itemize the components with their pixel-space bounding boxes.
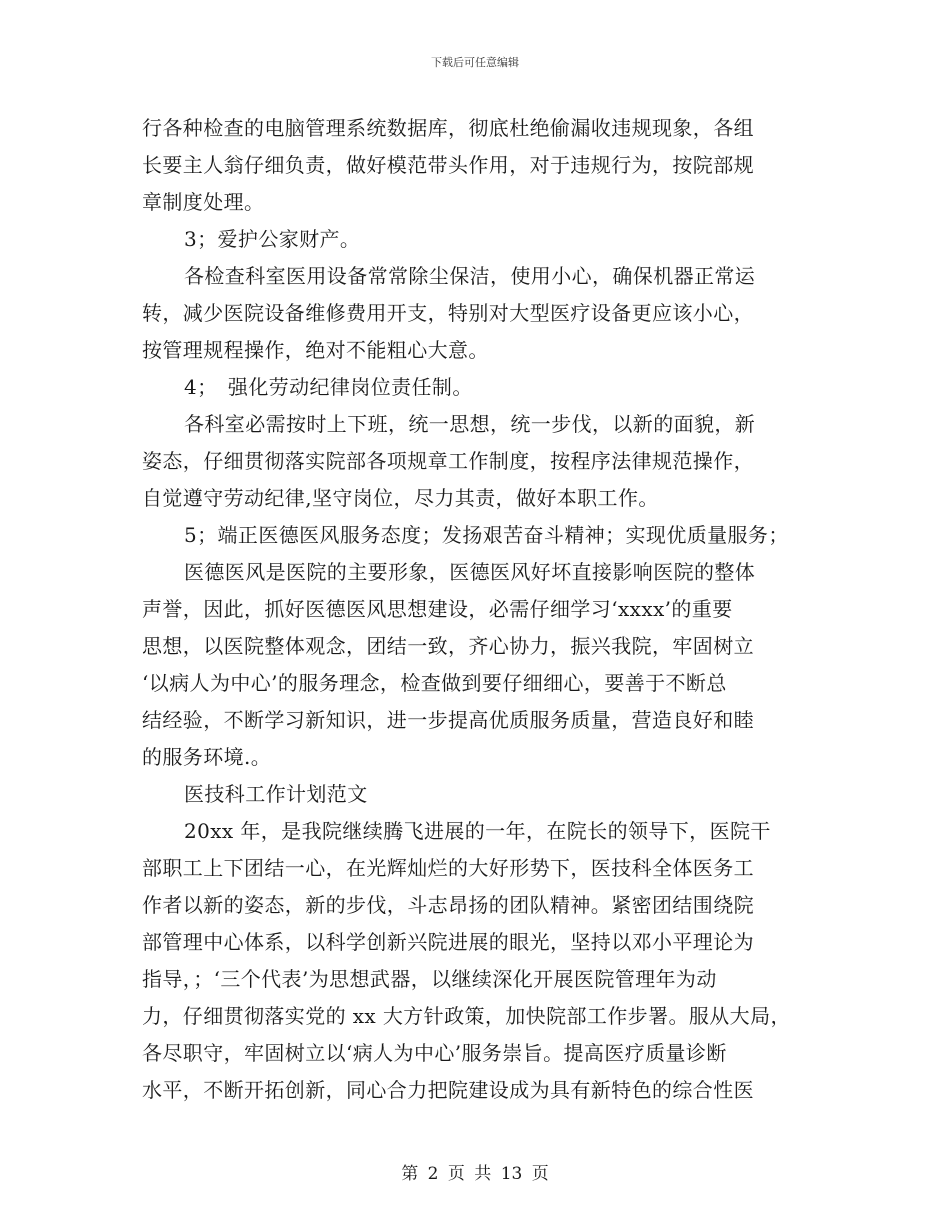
body-text-line: 指导，；‘三个代表’为思想武器，以继续深化开展医院管理年为动 bbox=[142, 967, 717, 991]
body-text-line: ‘以病人为中心’的服务理念，检查做到要仔细细心，要善于不断总 bbox=[142, 671, 727, 695]
section-heading: 4； 强化劳动纪律岗位责任制。 bbox=[184, 375, 473, 399]
body-text-line: 部职工上下团结一心，在光辉灿烂的大好形势下，医技科全体医务工 bbox=[142, 856, 754, 880]
body-text-line: 自觉遵守劳动纪律,坚守岗位，尽力其责，做好本职工作。 bbox=[142, 486, 659, 510]
body-text-line: 转，减少医院设备维修费用开支，特别对大型医疗设备更应该小心， bbox=[142, 301, 754, 325]
body-text-line: 行各种检查的电脑管理系统数据库，彻底杜绝偷漏收违规现象，各组 bbox=[142, 116, 754, 140]
document-title: 医技科工作计划范文 bbox=[184, 782, 368, 806]
body-text-line: 结经验，不断学习新知识，进一步提高优质服务质量，营造良好和睦 bbox=[142, 708, 754, 732]
body-text-line: 部管理中心体系，以科学创新兴院进展的眼光，坚持以邓小平理论为 bbox=[142, 930, 754, 954]
section-heading: 3；爱护公家财产。 bbox=[184, 227, 361, 251]
body-text-line: 长要主人翁仔细负责，做好模范带头作用，对于违规行为，按院部规 bbox=[142, 153, 754, 177]
section-heading: 5；端正医德医风服务态度；发扬艰苦奋斗精神；实现优质量服务； bbox=[184, 523, 789, 547]
body-text-line: 姿态，仔细贯彻落实院部各项规章工作制度，按程序法律规范操作， bbox=[142, 449, 754, 473]
body-text-line: 力，仔细贯彻落实党的 xx 大方针政策，加快院部工作步署。服从大局， bbox=[142, 1004, 791, 1028]
body-text-line: 医德医风是医院的主要形象，医德医风好坏直接影响医院的整体 bbox=[184, 560, 756, 584]
body-text-line: 作者以新的姿态，新的步伐，斗志昂扬的团队精神。紧密团结围绕院 bbox=[142, 893, 754, 917]
body-text-line: 章制度处理。 bbox=[142, 190, 265, 214]
body-text-line: 20xx 年，是我院继续腾飞进展的一年，在院长的领导下，医院干 bbox=[184, 819, 771, 843]
body-text-line: 各尽职守，牢固树立以‘病人为中心’服务崇旨。提高医疗质量诊断 bbox=[142, 1041, 727, 1065]
body-text-line: 思想，以医院整体观念，团结一致，齐心协力，振兴我院，牢固树立 bbox=[142, 634, 754, 658]
body-text-line: 的服务环境.。 bbox=[142, 745, 272, 769]
body-text-line: 各科室必需按时上下班，统一思想，统一步伐，以新的面貌，新 bbox=[184, 412, 756, 436]
body-text-line: 声誉，因此，抓好医德医风思想建设，必需仔细学习‘xxxx’的重要 bbox=[142, 597, 733, 621]
page-header: 下载后可任意编辑 bbox=[431, 56, 519, 69]
page-number-footer: 第 2 页 共 13 页 bbox=[401, 1164, 549, 1184]
body-text-line: 按管理规程操作，绝对不能粗心大意。 bbox=[142, 338, 489, 362]
body-text-line: 水平，不断开拓创新，同心合力把院建设成为具有新特色的综合性医 bbox=[142, 1078, 754, 1102]
body-text-line: 各检查科室医用设备常常除尘保洁，使用小心，确保机器正常运 bbox=[184, 264, 756, 288]
